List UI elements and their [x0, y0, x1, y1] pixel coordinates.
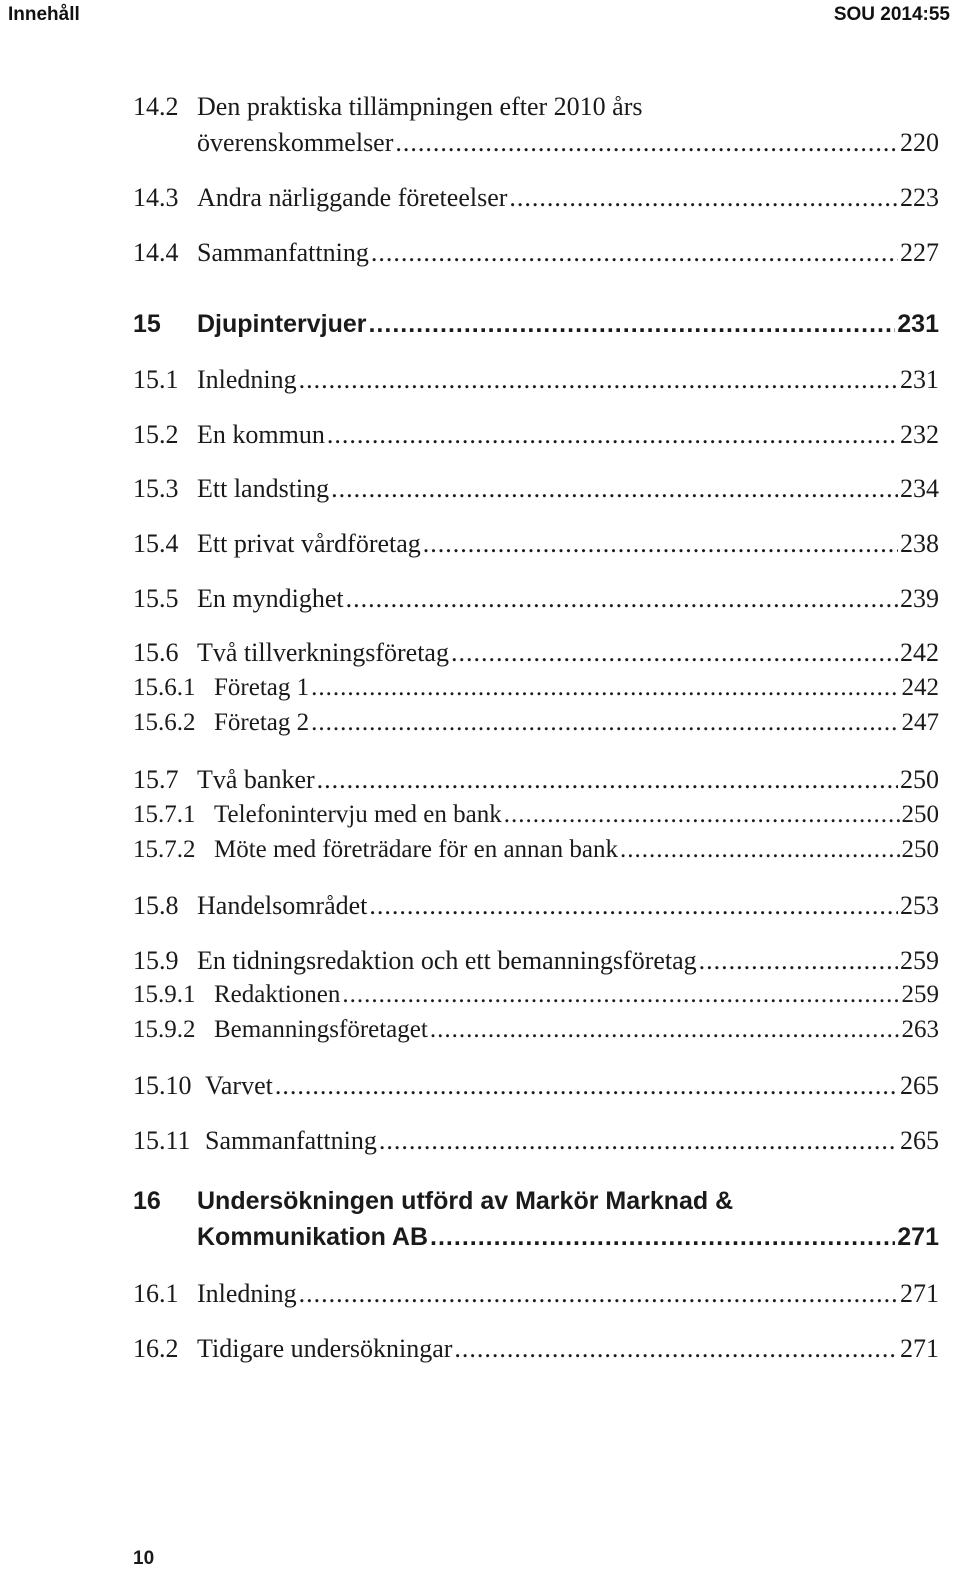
toc-entry-15-7-2[interactable]: 15.7.2 Möte med företrädare för en annan bank ..... 250 [133, 836, 939, 864]
toc-entry-15-6[interactable]: 15.6 Två tillverkningsföretag ..... 242 [133, 638, 939, 668]
toc-entry-15-6-2[interactable]: 15.6.2 Företag 2 ..... 247 [133, 709, 939, 737]
page-number: 231 [897, 310, 939, 338]
page-number: 232 [900, 420, 939, 449]
page-number: 234 [900, 474, 939, 503]
page-number: 259 [901, 981, 939, 1008]
toc-entry-15-3[interactable]: 15.3 Ett landsting ..... 234 [133, 474, 939, 504]
page-number-footer: 10 [133, 1548, 155, 1569]
toc-entry-14-2-line1[interactable]: 14.2 Den praktiska tillämpningen efter 2010 års [133, 92, 643, 121]
toc-chapter-16-line1[interactable]: 16 Undersökningen utförd av Markör Marknad & [133, 1187, 734, 1215]
toc-entry-15-11[interactable]: 15.11 Sammanfattning ..... 265 [133, 1126, 939, 1156]
toc-entry-15-5[interactable]: 15.5 En myndighet ..... 239 [133, 584, 939, 614]
toc-entry-15-9-1[interactable]: 15.9.1 Redaktionen ..... 259 [133, 981, 939, 1009]
toc-entry-15-4[interactable]: 15.4 Ett privat vårdföretag ..... 238 [133, 529, 939, 559]
page-number: 250 [901, 801, 939, 828]
toc-entry-15-9-2[interactable]: 15.9.2 Bemanningsföretaget ..... 263 [133, 1016, 939, 1044]
toc-entry-15-7-1[interactable]: 15.7.1 Telefonintervju med en bank ..... 250 [133, 801, 939, 829]
toc-entry-15-9[interactable]: 15.9 En tidningsredaktion och ett bemanningsföretag ..... 259 [133, 946, 939, 976]
page-number: 223 [900, 183, 939, 212]
page-number: 271 [897, 1223, 939, 1251]
page-number: 271 [900, 1334, 939, 1363]
page-number: 242 [900, 638, 939, 667]
toc-entry-14-4[interactable]: 14.4 Sammanfattning ..... 227 [133, 238, 939, 268]
page-number: 253 [900, 891, 939, 920]
page-number: 250 [901, 836, 939, 863]
page-number: 265 [900, 1126, 939, 1155]
page-number: 263 [901, 1016, 939, 1043]
page-number: 250 [900, 765, 939, 794]
page-number: 227 [900, 238, 939, 267]
page-number: 239 [900, 584, 939, 613]
toc-entry-15-10[interactable]: 15.10 Varvet ..... 265 [133, 1071, 939, 1101]
toc-entry-16-1[interactable]: 16.1 Inledning ..... 271 [133, 1279, 939, 1309]
page-number: 242 [901, 674, 939, 701]
toc-entry-15-1[interactable]: 15.1 Inledning ..... 231 [133, 365, 939, 395]
page-number: 247 [901, 709, 939, 736]
running-header-right: SOU 2014:55 [833, 4, 950, 25]
page-number: 265 [900, 1071, 939, 1100]
page-number: 231 [900, 365, 939, 394]
toc-entry-16-2[interactable]: 16.2 Tidigare undersökningar ..... 271 [133, 1334, 939, 1364]
toc-chapter-16[interactable]: Kommunikation AB ..... 271 [133, 1223, 939, 1252]
toc-entry-15-2[interactable]: 15.2 En kommun ..... 232 [133, 420, 939, 450]
page-number: 238 [900, 529, 939, 558]
toc-chapter-15[interactable]: 15 Djupintervjuer ..... 231 [133, 310, 939, 339]
page-number: 271 [900, 1279, 939, 1308]
toc-entry-15-8[interactable]: 15.8 Handelsområdet ..... 253 [133, 891, 939, 921]
toc-entry-14-3[interactable]: 14.3 Andra närliggande företeelser ..... 223 [133, 183, 939, 213]
toc-entry-15-7[interactable]: 15.7 Två banker ..... 250 [133, 765, 939, 795]
running-header-left: Innehåll [8, 4, 80, 25]
toc-entry-14-2[interactable]: överenskommelser ..... 220 [133, 128, 939, 158]
page-number: 220 [900, 128, 939, 157]
page-number: 259 [900, 946, 939, 975]
toc-entry-15-6-1[interactable]: 15.6.1 Företag 1 ..... 242 [133, 674, 939, 702]
